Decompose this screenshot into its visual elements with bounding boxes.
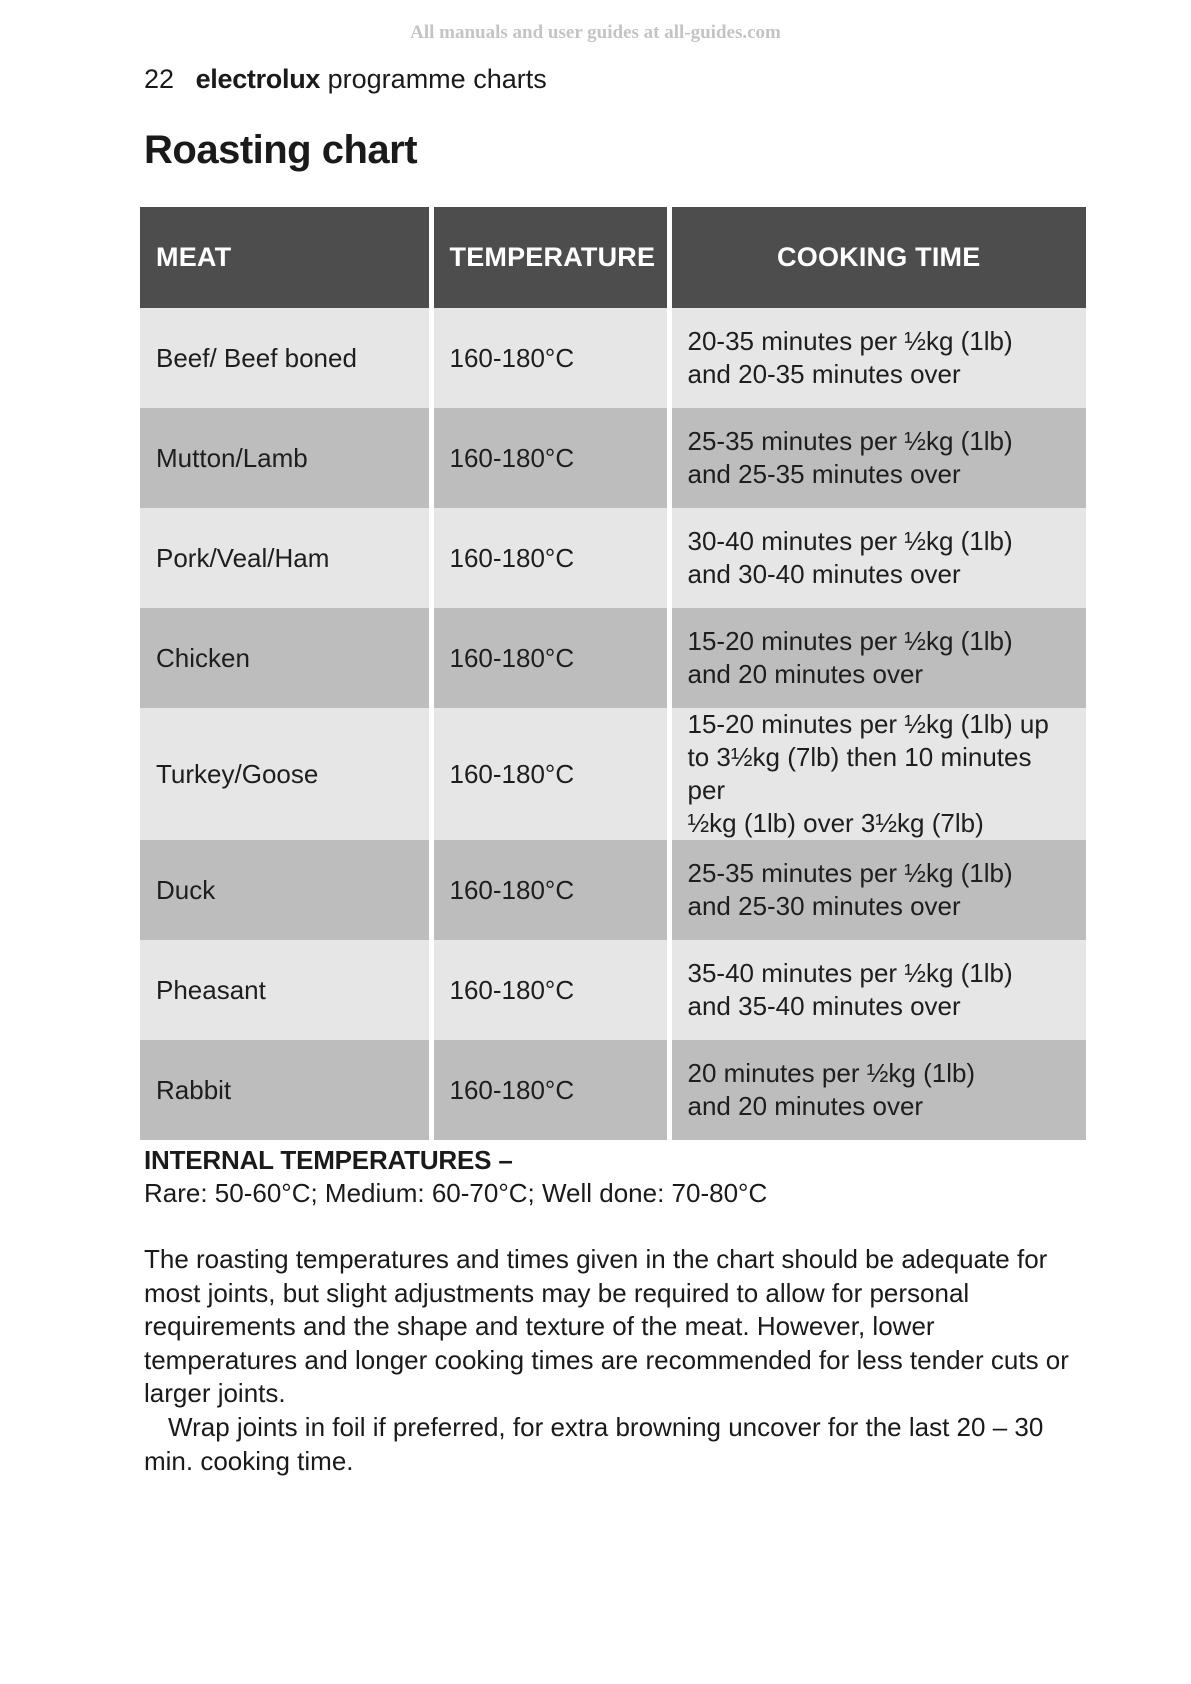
table-row — [140, 608, 1086, 708]
temperature-cell: 160-180°C — [431, 708, 669, 840]
roasting-table — [140, 207, 1086, 1140]
cooking-time-cell — [669, 408, 1086, 508]
cooking-time-line: and 25-35 minutes over — [687, 459, 961, 489]
cooking-time-line: 15-20 minutes per ½kg (1lb) — [687, 626, 1013, 656]
cooking-time-cell — [669, 940, 1086, 1040]
cooking-time-cell — [669, 308, 1086, 408]
cooking-time-line: 20 minutes per ½kg (1lb) — [687, 1058, 976, 1088]
temperature-cell: 160-180°C — [431, 308, 669, 408]
foil-wrapping-paragraph: Wrap joints in foil if preferred, for extra browning uncover for the last 20 – 30 min. cooking time. — [144, 1412, 1044, 1476]
cooking-time-line: 30-40 minutes per ½kg (1lb) — [687, 526, 1013, 556]
cooking-time-line: 20-35 minutes per ½kg (1lb) — [687, 326, 1013, 356]
cooking-time-line: and 35-40 minutes over — [687, 991, 961, 1021]
table-row — [140, 940, 1086, 1040]
section-name: programme charts — [327, 64, 547, 94]
meat-cell: Rabbit — [140, 1040, 431, 1140]
table-row — [140, 1040, 1086, 1140]
table-row — [140, 508, 1086, 608]
cooking-time-line: 25-35 minutes per ½kg (1lb) — [687, 858, 1013, 888]
page-number: 22 — [144, 64, 175, 94]
running-header — [144, 64, 547, 95]
cooking-time-line: ½kg (1lb) over 3½kg (7lb) — [687, 808, 984, 838]
cooking-time-line: and 25-30 minutes over — [687, 891, 961, 921]
cooking-time-cell — [669, 1040, 1086, 1140]
roasting-note-paragraph: The roasting temperatures and times given in the chart should be adequate for most joints, but slight adjustments may be required to allow for personal requirements and the shape and texture of the meat. However, lower temperatures and longer cooking times are recommended for less tender cuts or larger joints. — [144, 1244, 1069, 1408]
table-row — [140, 708, 1086, 840]
column-header-temperature: TEMPERATURE — [431, 207, 669, 308]
cooking-time-line: 15-20 minutes per ½kg (1lb) up — [687, 709, 1049, 739]
temperature-cell: 160-180°C — [431, 608, 669, 708]
column-header-cooking-time: COOKING TIME — [669, 207, 1086, 308]
meat-cell: Beef/ Beef boned — [140, 308, 431, 408]
temperature-cell: 160-180°C — [431, 508, 669, 608]
cooking-time-cell — [669, 708, 1086, 840]
cooking-time-cell — [669, 840, 1086, 940]
cooking-time-cell — [669, 608, 1086, 708]
temperature-cell: 160-180°C — [431, 408, 669, 508]
watermark: All manuals and user guides at all-guides.com — [410, 22, 781, 43]
cooking-time-line: and 20 minutes over — [687, 1091, 924, 1121]
cooking-time-line: 35-40 minutes per ½kg (1lb) — [687, 958, 1013, 988]
meat-cell: Pheasant — [140, 940, 431, 1040]
cooking-time-line: and 20 minutes over — [687, 659, 924, 689]
table-row — [140, 308, 1086, 408]
brand-name: electrolux — [195, 64, 321, 94]
temperature-cell: 160-180°C — [431, 1040, 669, 1140]
column-header-meat: MEAT — [140, 207, 431, 308]
cooking-time-line: and 20-35 minutes over — [687, 359, 961, 389]
cooking-time-line: and 30-40 minutes over — [687, 559, 961, 589]
cooking-time-cell — [669, 508, 1086, 608]
meat-cell: Chicken — [140, 608, 431, 708]
cooking-time-line: 25-35 minutes per ½kg (1lb) — [687, 426, 1013, 456]
cooking-time-line: to 3½kg (7lb) then 10 minutes per — [687, 742, 1032, 805]
table-header-row — [140, 207, 1086, 308]
internal-temperatures-values: Rare: 50-60°C; Medium: 60-70°C; Well done: 70-80°C — [144, 1178, 768, 1208]
meat-cell: Mutton/Lamb — [140, 408, 431, 508]
page-title: Roasting chart — [144, 128, 418, 172]
meat-cell: Turkey/Goose — [140, 708, 431, 840]
internal-temperatures-label: INTERNAL TEMPERATURES – — [144, 1145, 513, 1175]
table-row — [140, 840, 1086, 940]
meat-cell: Pork/Veal/Ham — [140, 508, 431, 608]
table-row — [140, 408, 1086, 508]
temperature-cell: 160-180°C — [431, 940, 669, 1040]
temperature-cell: 160-180°C — [431, 840, 669, 940]
table-body — [140, 308, 1086, 1140]
meat-cell: Duck — [140, 840, 431, 940]
